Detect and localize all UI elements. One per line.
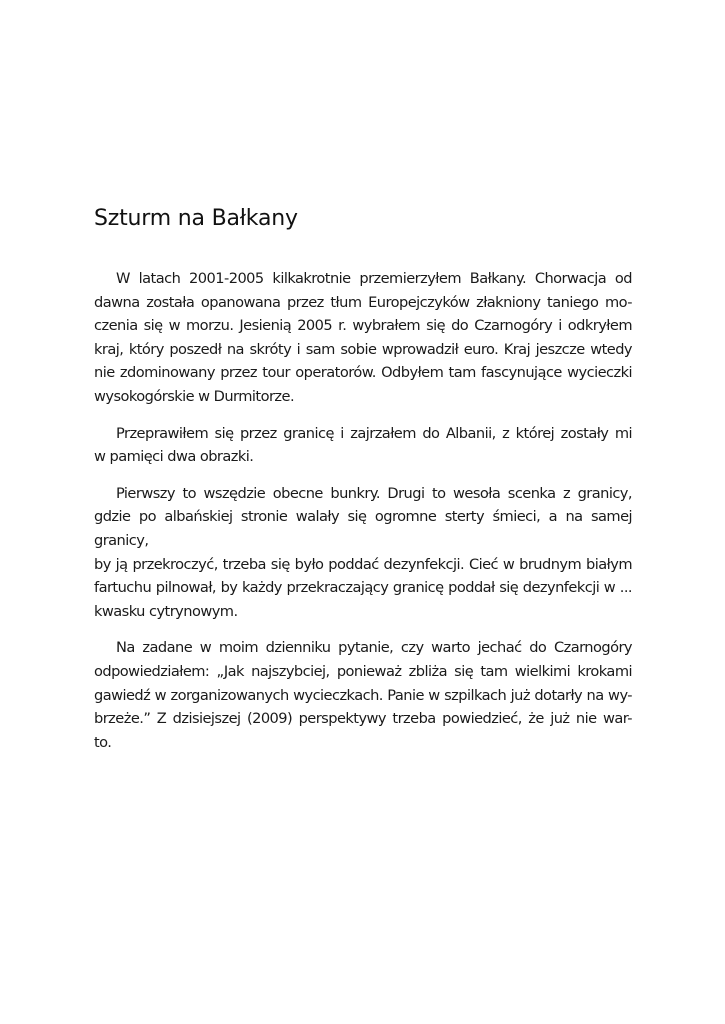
chapter-title: Szturm na Bałkany [94, 206, 298, 231]
paragraph-line: wysokogórskie w Durmitorze. [94, 387, 295, 405]
paragraph-line: dawna została opanowana przez tłum Europejczyków złakniony taniego mo- [94, 293, 632, 311]
paragraph-line: Na zadane w moim dzienniku pytanie, czy warto jechać do Czarnogóry [116, 639, 632, 657]
paragraph-4 [94, 636, 632, 754]
paragraph-line: kraj, który poszedł na skróty i sam sobie wprowadził euro. Kraj jeszcze wtedy [94, 340, 632, 358]
paragraph-2 [94, 422, 632, 469]
paragraph-1 [94, 267, 632, 409]
paragraph-line: by ją przekroczyć, trzeba się było poddać dezynfekcji. Cieć w brudnym białym [94, 555, 632, 573]
paragraph-line: w pamięci dwa obrazki. [94, 448, 254, 466]
paragraph-line: nie zdominowany przez tour operatorów. Odbyłem tam fascynujące wycieczki [94, 364, 632, 382]
paragraph-line: Przeprawiłem się przez granicę i zajrzałem do Albanii, z której zostały mi [116, 424, 632, 442]
body-text [94, 267, 632, 767]
paragraph-line: czenia się w morzu. Jesienią 2005 r. wybrałem się do Czarnogóry i odkryłem [94, 317, 632, 335]
paragraph-line: gawiedź w zorganizowanych wycieczkach. Panie w szpilkach już dotarły na wy- [94, 686, 632, 704]
paragraph-line: to. [94, 733, 112, 751]
paragraph-line: odpowiedziałem: „Jak najszybciej, ponieważ zbliża się tam wielkimi krokami [94, 662, 632, 680]
paragraph-line: kwasku cytrynowym. [94, 602, 238, 620]
paragraph-line: Pierwszy to wszędzie obecne bunkry. Drugi to wesoła scenka z granicy, [116, 484, 632, 502]
paragraph-line: brzeże.” Z dzisiejszej (2009) perspektywy trzeba powiedzieć, że już nie war- [94, 710, 632, 728]
paragraph-line: fartuchu pilnował, by każdy przekraczający granicę poddał się dezynfekcji w ... [94, 579, 632, 597]
paragraph-3 [94, 482, 632, 624]
paragraph-line: gdzie po albańskiej stronie walały się ogromne sterty śmieci, a na samej granicy, [94, 508, 632, 549]
paragraph-line: W latach 2001-2005 kilkakrotnie przemierzyłem Bałkany. Chorwacja od [116, 270, 632, 287]
